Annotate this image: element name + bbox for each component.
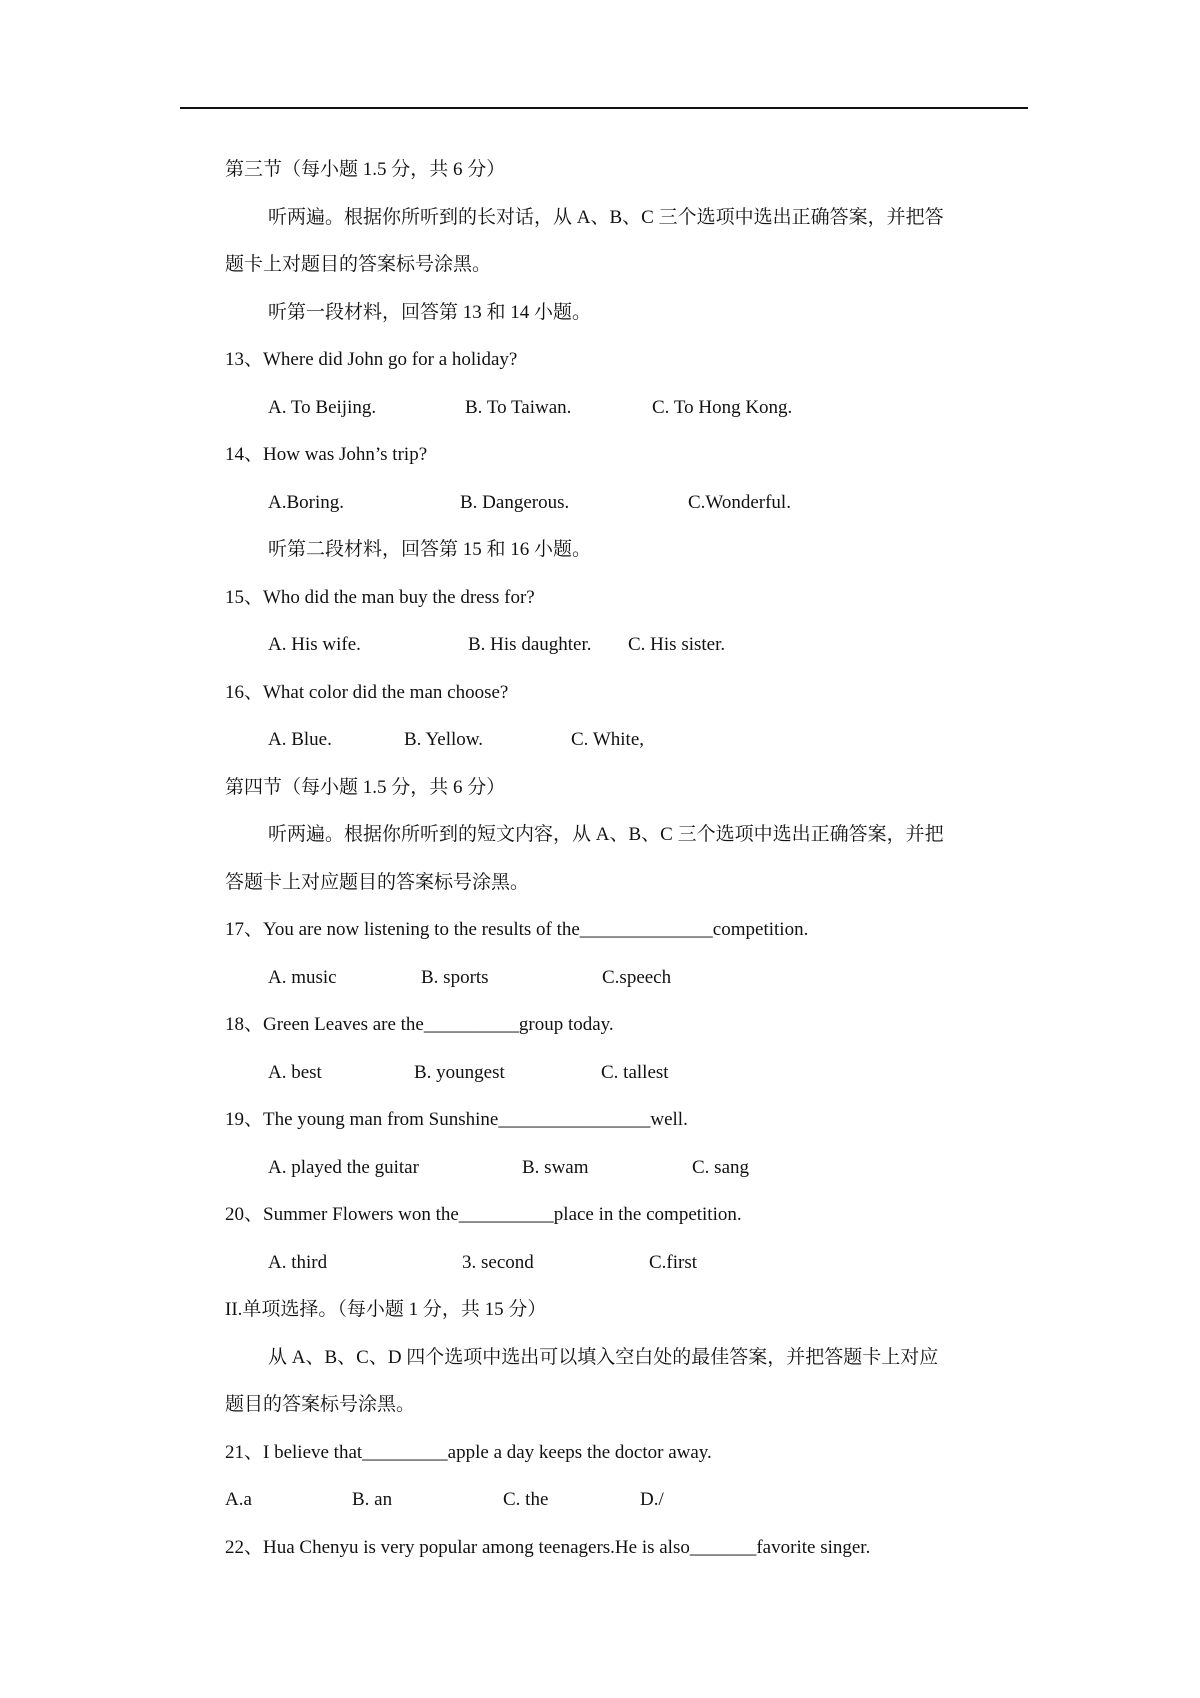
q13-stem: 13、Where did John go for a holiday?	[225, 349, 518, 370]
q18-option-c: C. tallest	[601, 1062, 669, 1083]
section3-instruction-2: 题卡上对题目的答案标号涂黑。	[225, 254, 492, 275]
q14-stem: 14、How was John’s trip?	[225, 444, 428, 465]
q16-option-c: C. White,	[571, 729, 645, 750]
q13-option-c: C. To Hong Kong.	[652, 397, 793, 418]
q15-option-a: A. His wife.	[268, 634, 361, 655]
q20-option-a: A. third	[268, 1252, 328, 1273]
q18-stem: 18、Green Leaves are the__________group today.	[225, 1014, 614, 1035]
q20-stem: 20、Summer Flowers won the__________place in the competition.	[225, 1204, 742, 1225]
q13-option-a: A. To Beijing.	[268, 397, 377, 418]
q15-option-c: C. His sister.	[628, 634, 726, 655]
q14-option-c: C.Wonderful.	[688, 492, 791, 513]
section4-instruction-2: 答题卡上对应题目的答案标号涂黑。	[225, 872, 530, 893]
q16-option-b: B. Yellow.	[404, 729, 484, 750]
q20-option-c: C.first	[649, 1252, 698, 1273]
header-rule	[180, 107, 1028, 109]
q18-option-a: A. best	[268, 1062, 322, 1083]
q17-option-b: B. sports	[421, 967, 489, 988]
q21-stem: 21、I believe that_________apple a day keeps the doctor away.	[225, 1442, 712, 1463]
q21-option-b: B. an	[352, 1489, 393, 1510]
q17-stem: 17、You are now listening to the results of the______________competition.	[225, 919, 809, 940]
part2-instruction-1: 从 A、B、C、D 四个选项中选出可以填入空白处的最佳答案，并把答题卡上对应	[268, 1347, 939, 1368]
q15-option-b: B. His daughter.	[468, 634, 592, 655]
q17-option-a: A. music	[268, 967, 337, 988]
q14-option-b: B. Dangerous.	[460, 492, 570, 513]
q19-stem: 19、The young man from Sunshine________________well.	[225, 1109, 688, 1130]
passage2-note: 听第二段材料，回答第 15 和 16 小题。	[268, 539, 592, 560]
q17-option-c: C.speech	[602, 967, 672, 988]
section3-instruction-1: 听两遍。根据你所听到的长对话，从 A、B、C 三个选项中选出正确答案，并把答	[268, 207, 944, 228]
q18-option-b: B. youngest	[414, 1062, 505, 1083]
part2-heading: II.单项选择。（每小题 1 分，共 15 分）	[225, 1299, 547, 1320]
q15-stem: 15、Who did the man buy the dress for?	[225, 587, 535, 608]
q14-option-a: A.Boring.	[268, 492, 344, 513]
q19-option-a: A. played the guitar	[268, 1157, 419, 1178]
section3-heading: 第三节（每小题 1.5 分，共 6 分）	[225, 159, 506, 180]
q21-option-d: D./	[640, 1489, 664, 1510]
part2-instruction-2: 题目的答案标号涂黑。	[225, 1394, 416, 1415]
q16-stem: 16、What color did the man choose?	[225, 682, 509, 703]
q21-option-a: A.a	[225, 1489, 252, 1510]
q19-option-b: B. swam	[522, 1157, 589, 1178]
q13-option-b: B. To Taiwan.	[465, 397, 572, 418]
q20-option-b: 3. second	[462, 1252, 534, 1273]
passage1-note: 听第一段材料，回答第 13 和 14 小题。	[268, 302, 592, 323]
section4-heading: 第四节（每小题 1.5 分，共 6 分）	[225, 777, 506, 798]
q22-stem: 22、Hua Chenyu is very popular among teenagers.He is also_______favorite singer.	[225, 1537, 871, 1558]
section4-instruction-1: 听两遍。根据你所听到的短文内容，从 A、B、C 三个选项中选出正确答案，并把	[268, 824, 944, 845]
q21-option-c: C. the	[503, 1489, 549, 1510]
q16-option-a: A. Blue.	[268, 729, 332, 750]
q19-option-c: C. sang	[692, 1157, 749, 1178]
